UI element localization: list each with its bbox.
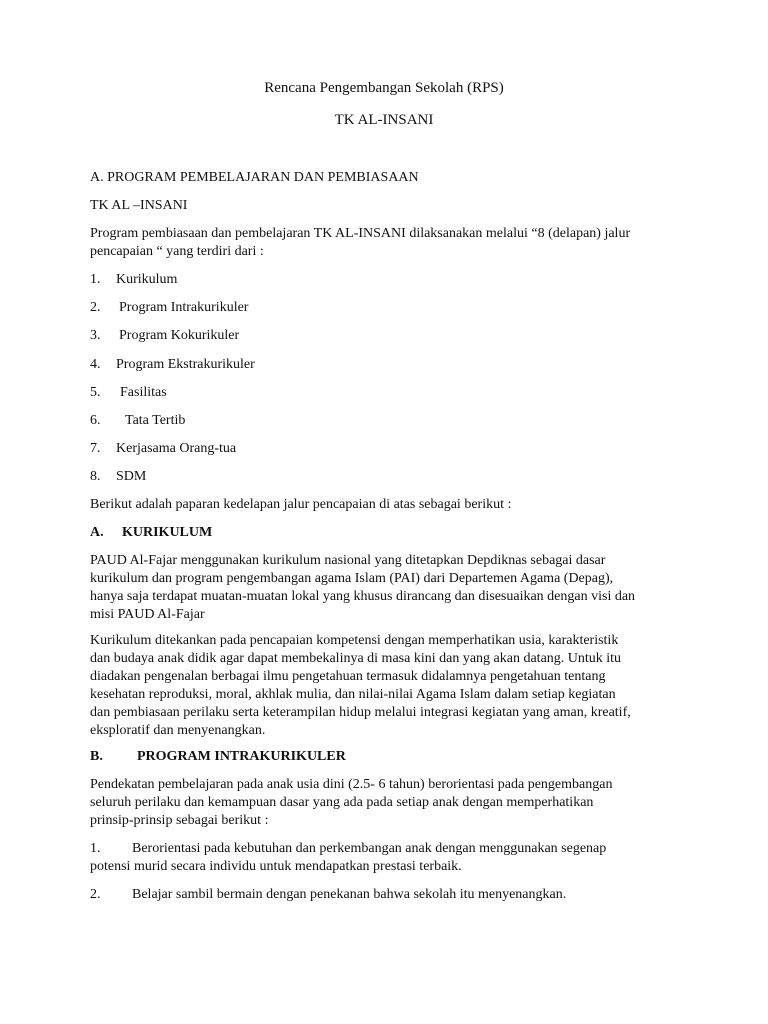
intro-line: Program pembiasaan dan pembelajaran TK AL-INSANI dilaksanakan melalui “8 (delapan) jalur	[90, 226, 631, 241]
paragraph-line: dan budaya anak didik agar dapat membekalinya di masa kini dan yang akan datang. Untuk itu	[90, 651, 622, 666]
list-text: Program Intrakurikuler	[119, 300, 249, 315]
principle-number: 1.	[90, 841, 101, 856]
section-heading: A. PROGRAM PEMBELAJARAN DAN PEMBIASAAN	[90, 170, 419, 185]
principle-text: Belajar sambil bermain dengan penekanan bahwa sekolah itu menyenangkan.	[132, 887, 567, 902]
paragraph-line: dan pembiasaan perilaku serta keterampilan hidup melalui integrasi kegiatan yang aman, kreatif,	[90, 705, 631, 720]
list-text: Program Kokurikuler	[119, 328, 240, 343]
list-item	[90, 299, 248, 317]
list-number: 8.	[90, 469, 101, 484]
list-text: Tata Tertib	[125, 413, 186, 428]
list-number: 5.	[90, 385, 101, 400]
principle-number: 2.	[90, 887, 101, 902]
paragraph-line: PAUD Al-Fajar menggunakan kurikulum nasional yang ditetapkan Depdiknas sebagai dasar	[90, 553, 606, 568]
list-number: 7.	[90, 441, 101, 456]
principle-item	[90, 840, 606, 858]
document-subtitle: TK AL-INSANI	[334, 112, 434, 128]
list-item	[90, 412, 185, 430]
list-number: 3.	[90, 328, 101, 343]
paragraph-line: prinsip-prinsip sebagai berikut :	[90, 813, 269, 828]
list-item	[90, 384, 167, 402]
list-number: 2.	[90, 300, 101, 315]
heading-letter: B.	[90, 749, 103, 764]
list-text: Fasilitas	[120, 385, 167, 400]
list-item	[90, 327, 239, 345]
list-item	[90, 356, 255, 374]
list-text: Kurikulum	[116, 272, 178, 287]
principle-item	[90, 886, 566, 904]
list-item	[90, 440, 236, 458]
paragraph-line: seluruh perilaku dan kemampuan dasar yang ada pada setiap anak dengan memperhatikan	[90, 795, 594, 810]
kurikulum-paragraph-2	[90, 632, 690, 740]
intrakurikuler-heading	[90, 748, 346, 766]
list-number: 1.	[90, 272, 101, 287]
kurikulum-heading	[90, 524, 212, 542]
paragraph-line: Pendekatan pembelajaran pada anak usia dini (2.5- 6 tahun) berorientasi pada pengembangan	[90, 777, 613, 792]
paragraph-line: kesehatan reproduksi, moral, akhlak mulia, dan nilai-nilai Agama Islam dalam setiap kegiatan	[90, 687, 616, 702]
paragraph-line: kurikulum dan program pengembangan agama Islam (PAI) dari Departemen Agama (Depag),	[90, 571, 614, 586]
list-followup: Berikut adalah paparan kedelapan jalur pencapaian di atas sebagai berikut :	[90, 497, 512, 512]
principle-continuation: potensi murid secara individu untuk mendapatkan prestasi terbaik.	[90, 859, 462, 874]
list-text: SDM	[116, 469, 147, 484]
list-item	[90, 468, 146, 486]
principle-text: Berorientasi pada kebutuhan dan perkembangan anak dengan menggunakan segenap	[132, 841, 607, 856]
paragraph-line: Kurikulum ditekankan pada pencapaian kompetensi dengan memperhatikan usia, karakteristik	[90, 633, 619, 648]
intro-line: pencapaian “ yang terdiri dari :	[90, 244, 264, 259]
list-text: Program Ekstrakurikuler	[116, 357, 255, 372]
intro-paragraph	[90, 225, 690, 261]
heading-letter: A.	[90, 525, 104, 540]
list-number: 4.	[90, 357, 101, 372]
heading-text: KURIKULUM	[122, 525, 213, 540]
paragraph-line: hanya saja terdapat muatan-muatan lokal yang khusus dirancang dan disesuaikan dengan visi dan	[90, 589, 636, 604]
school-line: TK AL –INSANI	[90, 198, 188, 213]
intrakurikuler-paragraph	[90, 776, 690, 830]
paragraph-line: eksploratif dan menyenangkan.	[90, 723, 266, 738]
paragraph-line: misi PAUD Al-Fajar	[90, 607, 205, 622]
list-number: 6.	[90, 413, 101, 428]
heading-text: PROGRAM INTRAKURIKULER	[137, 749, 346, 764]
list-text: Kerjasama Orang-tua	[116, 441, 237, 456]
document-title: Rencana Pengembangan Sekolah (RPS)	[264, 80, 504, 96]
paragraph-line: diadakan pengenalan berbagai ilmu pengetahuan termasuk didalamnya pengetahuan tentang	[90, 669, 606, 684]
list-item	[90, 271, 177, 289]
kurikulum-paragraph-1	[90, 552, 690, 624]
